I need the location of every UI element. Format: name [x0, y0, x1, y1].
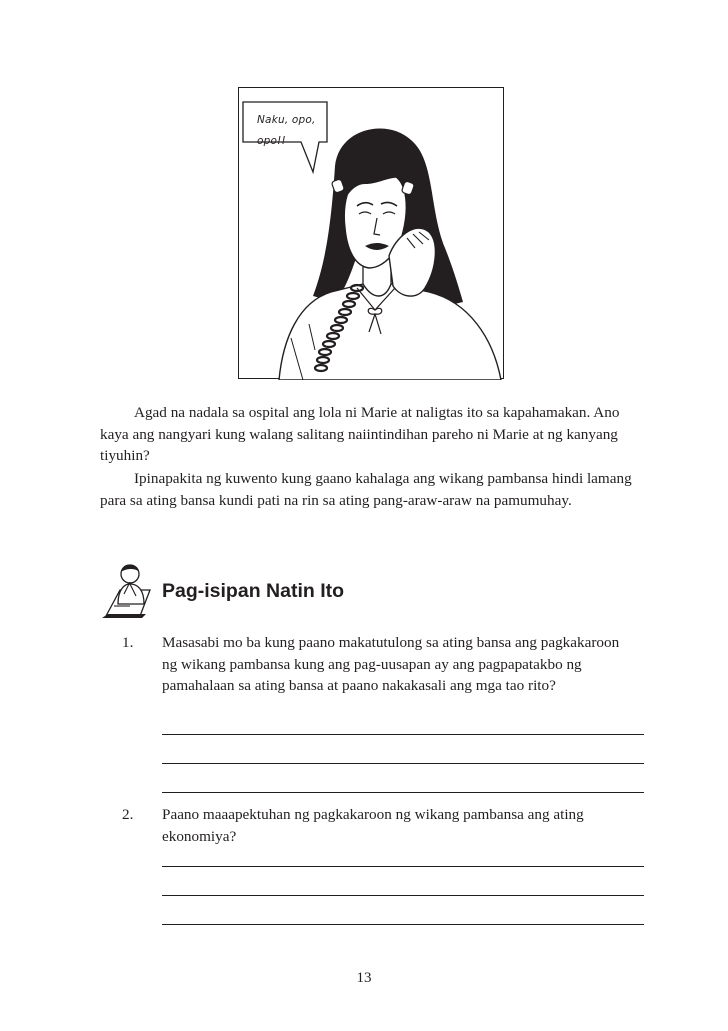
answer-line-1b[interactable]: [162, 763, 644, 764]
question-1-text: Masasabi mo ba kung paano makatutulong sa ating bansa ang pagkakaroon ng wikang pambansa kung ang pag-uusapan ay ang pagpapatakbo ng pamahalaan sa ating bansa at paano nakakasali ang mga tao rito?: [162, 634, 620, 694]
story-paragraph-2: [100, 468, 648, 511]
question-1-number: 1.: [122, 634, 134, 651]
question-2-number: 2.: [122, 806, 134, 823]
story-paragraph-2-text: Ipinapakita ng kuwento kung gaano kahalaga ang wikang pambansa hindi lamang para sa ating bansa kundi pati na rin sa ating pang-araw-araw na pamumuhay.: [100, 470, 632, 509]
speech-bubble-text: Naku, opo, opo!!: [257, 114, 316, 147]
answer-line-1c[interactable]: [162, 792, 644, 793]
question-2-text: Paano maaapektuhan ng pagkakaroon ng wikang pambansa ang ating ekonomiya?: [162, 806, 584, 845]
story-paragraph-1: [100, 402, 648, 467]
telephone-illustration: [238, 87, 504, 379]
story-paragraph-1-text: Agad na nadala sa ospital ang lola ni Marie at naligtas ito sa kapahamakan. Ano kaya ang nangyari kung walang salitang naiintindihan pareho ni Marie at ng kanyang tiyuhin?: [100, 404, 620, 464]
thinking-person-icon: [100, 560, 156, 622]
answer-line-2b[interactable]: [162, 895, 644, 896]
page-number: 13: [356, 970, 372, 986]
section-title: Pag-isipan Natin Ito: [162, 580, 345, 602]
answer-line-2a[interactable]: [162, 866, 644, 867]
answer-line-2c[interactable]: [162, 924, 644, 925]
answer-line-1a[interactable]: [162, 734, 644, 735]
